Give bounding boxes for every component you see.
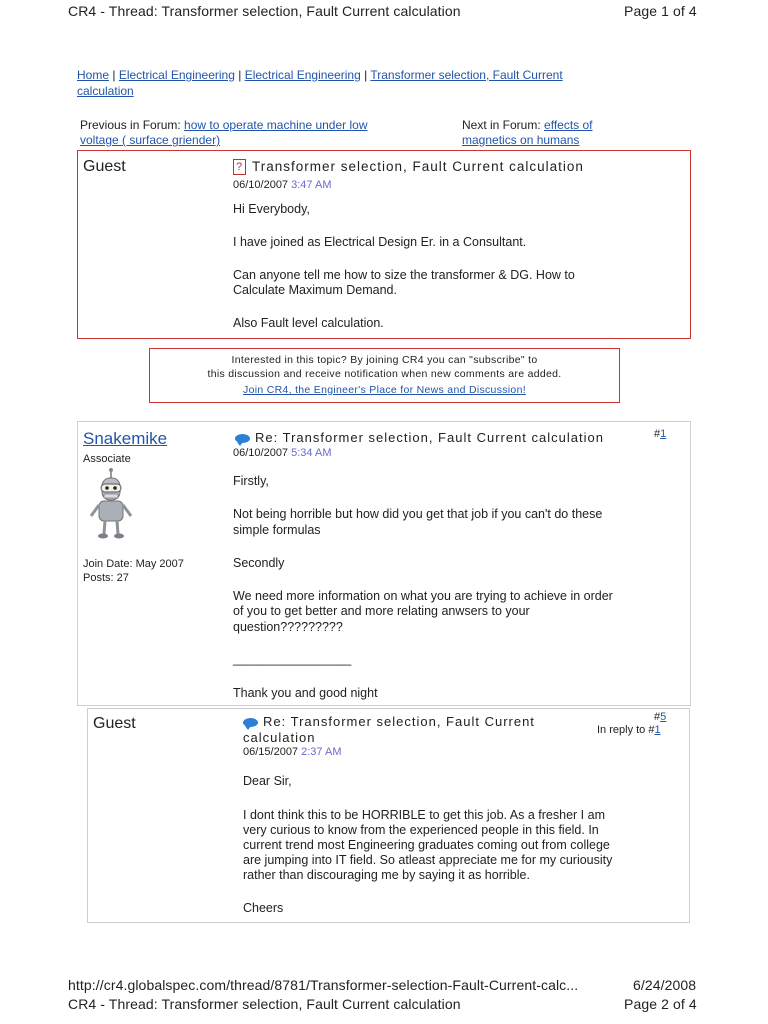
post-author-guest: Guest	[83, 158, 126, 175]
post-body-line: Hi Everybody,	[233, 202, 310, 216]
post-time: 2:37 AM	[301, 746, 342, 758]
breadcrumb-home-link[interactable]: Home	[77, 68, 110, 82]
breadcrumb-thread-link[interactable]: Transformer selection, Fault Current	[370, 68, 563, 82]
join-date: Join Date: May 2007	[83, 558, 184, 570]
next-in-forum	[462, 118, 593, 133]
post-author-guest: Guest	[93, 715, 136, 732]
post-body-line: are jumping into IT field. So atleast appreciate me for my curiousity	[243, 853, 613, 867]
post-author-snakemike[interactable]: Snakemike	[83, 429, 168, 448]
post-body-line: Firstly,	[233, 474, 269, 488]
next-label: Next in Forum:	[462, 118, 541, 132]
post-number-link[interactable]: 5	[660, 711, 667, 723]
post-body-line: question?????????	[233, 620, 343, 634]
next-thread-link[interactable]: effects of	[544, 118, 593, 132]
post-body-line: I have joined as Electrical Design Er. in a Consultant.	[233, 235, 527, 249]
print-footer-page: Page 2 of 4	[624, 996, 697, 1012]
breadcrumb-separator: |	[364, 68, 368, 82]
print-header-page: Page 1 of 4	[624, 3, 697, 19]
robot-avatar-icon	[88, 468, 134, 545]
breadcrumb-electrical-engineering-link-2[interactable]: Electrical Engineering	[244, 68, 361, 82]
in-reply-to-link[interactable]: 1	[654, 724, 661, 736]
post-body-line: of you to get better and more relating anwsers to your	[233, 604, 530, 618]
post-timestamp	[233, 179, 331, 191]
post-title-text-cont: calculation	[243, 730, 316, 745]
breadcrumb-electrical-engineering-link[interactable]: Electrical Engineering	[118, 68, 235, 82]
post-body-line: I dont think this to be HORRIBLE to get this job. As a fresher I am	[243, 808, 605, 822]
post-body-line: Calculate Maximum Demand.	[233, 283, 397, 297]
print-footer-title: CR4 - Thread: Transformer selection, Fault Current calculation	[68, 996, 461, 1012]
subscribe-line: Interested in this topic? By joining CR4 you can "subscribe" to	[231, 354, 538, 366]
post-body-line: Dear Sir,	[243, 774, 292, 788]
previous-thread-link-cont[interactable]: voltage ( surface griender)	[80, 133, 221, 147]
breadcrumb-separator: |	[238, 68, 242, 82]
post-title-text: Re: Transformer selection, Fault Current calculation	[255, 430, 604, 445]
breadcrumb-thread-link-cont[interactable]: calculation	[77, 84, 134, 98]
signature-divider: _________________	[233, 652, 352, 666]
print-footer-date: 6/24/2008	[633, 977, 697, 993]
post-body-line: We need more information on what you are trying to achieve in order	[233, 589, 613, 603]
previous-thread-link[interactable]: how to operate machine under low	[184, 118, 368, 132]
post-body-line: current trend most Engineering graduates coming out from college	[243, 838, 610, 852]
post-time: 3:47 AM	[291, 179, 332, 191]
breadcrumb	[77, 68, 677, 83]
next-thread-link-cont[interactable]: magnetics on humans	[462, 133, 580, 147]
post-body-line: Can anyone tell me how to size the transformer & DG. How to	[233, 268, 575, 282]
post-count: Posts: 27	[83, 572, 129, 584]
post-timestamp	[243, 746, 341, 758]
post-body-line: Cheers	[243, 901, 284, 915]
print-footer-url: http://cr4.globalspec.com/thread/8781/Transformer-selection-Fault-Current-calc...	[68, 977, 579, 993]
speech-bubble-icon	[235, 434, 250, 443]
subscribe-line: this discussion and receive notification when new comments are added.	[207, 368, 562, 380]
post-number-prefix: #	[654, 711, 661, 723]
question-mark-icon: ?	[233, 159, 246, 175]
post-date: 06/10/2007	[233, 447, 289, 459]
post-number-link[interactable]: 1	[660, 428, 667, 440]
post-title	[235, 430, 604, 445]
join-cr4-link[interactable]: Join CR4, the Engineer's Place for News and Discussion!	[243, 384, 526, 396]
post-body-line: Secondly	[233, 556, 285, 570]
post-title-text: Transformer selection, Fault Current calculation	[252, 159, 584, 174]
post-number	[654, 711, 666, 723]
previous-label: Previous in Forum:	[80, 118, 181, 132]
author-role: Associate	[83, 453, 131, 465]
post-date: 06/10/2007	[233, 179, 289, 191]
previous-in-forum	[80, 118, 368, 133]
post-body-line: Not being horrible but how did you get that job if you can't do these	[233, 507, 603, 521]
post-number-prefix: #	[654, 428, 661, 440]
post-body-line: Thank you and good night	[233, 686, 378, 700]
in-reply-to-label: In reply to #	[597, 724, 655, 736]
post-body-line: simple formulas	[233, 523, 321, 537]
speech-bubble-icon	[243, 718, 258, 727]
subscribe-text	[149, 353, 620, 397]
post-body-line: Also Fault level calculation.	[233, 316, 384, 330]
post-timestamp	[233, 447, 331, 459]
post-title	[233, 159, 584, 175]
post-number	[654, 428, 666, 440]
post-body-line: very curious to know from the experienced people in this field. In	[243, 823, 599, 837]
print-header-title: CR4 - Thread: Transformer selection, Fault Current calculation	[68, 3, 461, 19]
breadcrumb-separator: |	[112, 68, 116, 82]
post-time: 5:34 AM	[291, 447, 332, 459]
in-reply-to	[597, 724, 661, 736]
post-title	[243, 714, 535, 729]
post-date: 06/15/2007	[243, 746, 299, 758]
post-body-line: rather than discouraging me by saying it as horrible.	[243, 868, 530, 882]
post-title-text: Re: Transformer selection, Fault Current	[263, 714, 535, 729]
